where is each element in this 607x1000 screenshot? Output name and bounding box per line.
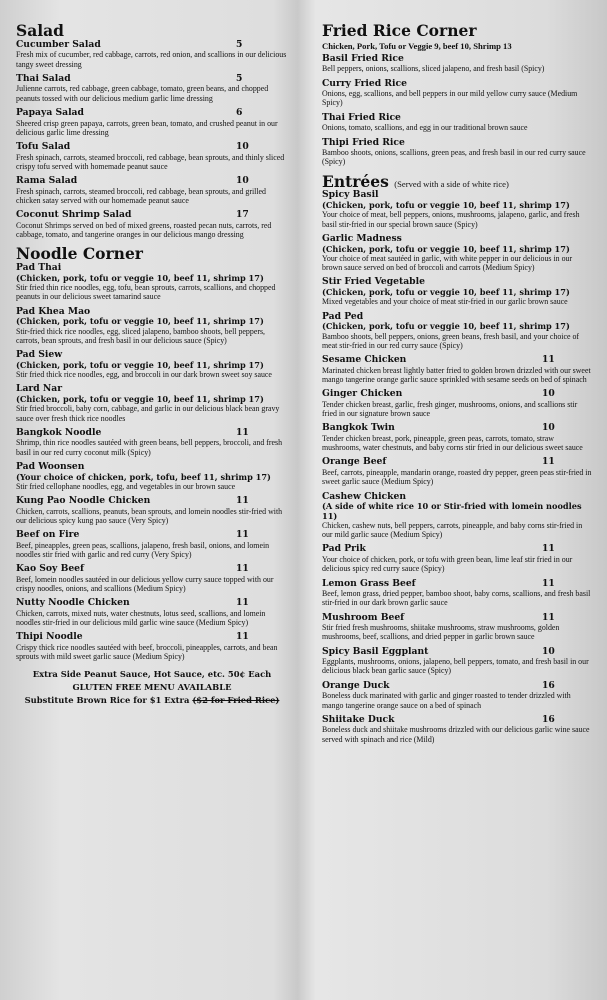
menu-item-options: (Chicken, pork, tofu or veggie 10, beef 11, shrimp 17) (322, 200, 570, 211)
menu-item-name: Thipi Noodle (16, 631, 83, 643)
menu-item-description: Your choice of chicken, pork, or tofu with green bean, lime leaf stir fried in our delicious spicy red curry sauce (Spicy) (322, 555, 573, 574)
menu-item-header (16, 530, 288, 541)
menu-item-price: 10 (236, 175, 249, 187)
menu-item-description: Chicken, cashew nuts, bell peppers, carrots, pineapple, and baby corns stir-fried in our mild garlic sauce (Medium Spicy) (322, 520, 583, 540)
entrees-subtitle: (Served with a side of white rice) (394, 178, 509, 189)
menu-item-name: Coconut Shrimp Salad (16, 209, 132, 221)
menu-item (16, 598, 288, 627)
menu-item-options: (Your choice of chicken, pork, tofu, beef 11, shrimp 17) (16, 471, 271, 482)
menu-item-name: Curry Fried Rice (322, 77, 407, 89)
menu-item-header (322, 355, 594, 366)
left-column (16, 22, 288, 707)
menu-item-price: 10 (542, 422, 555, 434)
menu-item-price: 11 (236, 495, 249, 507)
section-title-entrees (322, 173, 594, 191)
menu-item-price: 17 (236, 209, 249, 221)
menu-item (16, 74, 288, 103)
menu-item-description: Stir fried thick rice noodles, egg, and broccoli in our dark brown sweet soy sauce (16, 370, 272, 380)
right-column (322, 22, 594, 750)
menu-item (16, 210, 288, 239)
menu-item-name: Ginger Chicken (322, 388, 403, 400)
menu-item-name: Cashew Chicken (322, 490, 407, 502)
menu-item-description: Boneless duck marinated with garlic and ginger roasted to tender drizzled with mango tangerine orange sauce on a bed of spinach (322, 691, 571, 710)
noodle-items (16, 263, 288, 661)
menu-item-name: Kung Pao Noodle Chicken (16, 495, 151, 507)
menu-item-name: Thai Salad (16, 72, 71, 84)
menu-item-name: Pad Khea Mao (16, 305, 91, 317)
menu-item-description: Eggplants, mushrooms, onions, jalapeno, bell peppers, tomato, and fresh basil in our delicious black bean garlic sauce (Spicy) (322, 657, 589, 676)
section-title-noodle: Noodle Corner (16, 244, 143, 264)
section-title-salad: Salad (16, 21, 65, 40)
menu-item (16, 564, 288, 593)
menu-item-price: 10 (542, 645, 555, 657)
menu-item-header (16, 496, 288, 507)
menu-item-header (322, 544, 594, 555)
menu-item (322, 54, 594, 74)
menu-item-header (16, 176, 288, 187)
menu-item-name: Pad Woonsen (16, 460, 85, 472)
menu-item-price: 11 (236, 597, 249, 609)
footer-gluten-free: GLUTEN FREE MENU AVAILABLE (72, 681, 232, 692)
menu-item-description: Sheered crisp green papaya, carrots, green bean, tomato, and crushed peanut in our delicious garlic lime dressing (16, 118, 278, 137)
menu-item-header (322, 457, 594, 468)
menu-item-name: Rama Salad (16, 175, 78, 187)
menu-item-description: Marinated chicken breast lightly batter fried to golden brown drizzled with our sweet mango tangerine orange garlic sauce sprinkled with sesame seeds on bed of spinach (322, 365, 591, 385)
menu-item-options: (Chicken, pork, tofu or veggie 10, beef 11, shrimp 17) (322, 243, 570, 254)
menu-item (322, 138, 594, 167)
menu-item-description: Stir fried thin rice noodles, egg, tofu, bean sprouts, carrots, scallions, and chopped peanuts in our delicious sweet tamarind sauce (16, 283, 276, 302)
menu-item (16, 307, 288, 346)
menu-item (16, 384, 288, 423)
menu-item-price: 11 (236, 563, 249, 575)
menu-item-description: Crispy thick rice noodles sautéed with beef, broccoli, pineapples, carrots, and bean sprouts with mild sweet garlic sauce (Medium Spicy) (16, 643, 278, 662)
menu-item-description: Fresh mix of cucumber, red cabbage, carrots, red onion, and scallions in our delicious tangy sweet dressing (16, 50, 287, 69)
menu-item-name: Pad Thai (16, 262, 62, 274)
menu-item-header (16, 632, 288, 643)
menu-item-description: Tender chicken breast, pork, pineapple, green peas, carrots, tomato, straw mushrooms, water chestnuts, and baby corns stir fried in our delicious sweet sauce (322, 433, 583, 453)
menu-item-description: Fresh spinach, carrots, steamed broccoli, red cabbage, bean sprouts, and thinly sliced crispy tofu served with homemade peanut sauce (16, 152, 285, 171)
menu-item-name: Garlic Madness (322, 232, 402, 244)
menu-item-name: Stir Fried Vegetable (322, 276, 425, 288)
menu-item-description: Bamboo shoots, onions, scallions, green peas, and fresh basil in our red curry sauce (Spicy) (322, 148, 586, 167)
menu-item-price (542, 113, 594, 124)
menu-item (322, 647, 594, 676)
menu-item-name: Thipi Fried Rice (322, 136, 405, 148)
menu-item-name: Bangkok Noodle (16, 426, 102, 438)
menu-item-price: 11 (542, 354, 555, 366)
menu-item-header (322, 234, 594, 245)
menu-item (16, 428, 288, 457)
menu-item (16, 350, 288, 379)
fried-rice-pricing: Chicken, Pork, Tofu or Veggie 9, beef 10, Shrimp 13 (322, 40, 512, 51)
menu-item-description: Stir fried broccoli, baby corn, cabbage, and garlic in our delicious black bean gravy sauce over fresh thick rice noodles (16, 404, 280, 423)
menu-item-price (542, 54, 594, 65)
menu-item-name: Orange Duck (322, 679, 390, 691)
menu-item-name: Lard Nar (16, 383, 63, 395)
menu-item-name: Tofu Salad (16, 141, 71, 153)
menu-item-name: Spicy Basil (322, 189, 379, 201)
menu-item-description: Stir fried cellophane noodles, egg, and vegetables in our brown sauce (16, 481, 236, 491)
footer-extra-sauce: Extra Side Peanut Sauce, Hot Sauce, etc. 50¢ Each (32, 668, 272, 679)
menu-item-name: Bangkok Twin (322, 422, 395, 434)
menu-item-price: 11 (542, 456, 555, 468)
menu-item-name: Pad Ped (322, 310, 364, 322)
menu-item (322, 190, 594, 229)
menu-item-name: Mushroom Beef (322, 611, 405, 623)
menu-item-price: 5 (236, 72, 243, 84)
menu-footer (16, 668, 288, 707)
menu-item (322, 579, 594, 608)
menu-item (322, 312, 594, 351)
menu-item (322, 113, 594, 133)
menu-item-header (16, 428, 288, 439)
menu-item-description: Tender chicken breast, garlic, fresh ginger, mushrooms, onions, and scallions stir fried in our signature brown sauce (322, 399, 578, 419)
menu-item-header (16, 74, 288, 85)
menu-item-header (322, 138, 594, 149)
menu-item-name: Sesame Chicken (322, 354, 407, 366)
menu-item-header (322, 681, 594, 692)
menu-item-options: (Chicken, pork, tofu or veggie 10, beef 11, shrimp 17) (322, 287, 570, 298)
menu-item-options: (Chicken, pork, tofu or veggie 10, beef 11, shrimp 17) (16, 393, 264, 404)
menu-item-price: 16 (542, 679, 555, 691)
menu-item (16, 462, 288, 491)
fried-rice-items (322, 54, 594, 167)
noodle-section (16, 245, 288, 661)
menu-item-price: 11 (236, 426, 249, 438)
menu-item-header (322, 647, 594, 658)
menu-item-price (542, 138, 594, 149)
menu-item-options: (Chicken, pork, tofu or veggie 10, beef 11, shrimp 17) (16, 316, 264, 327)
menu-item (16, 176, 288, 205)
menu-item (322, 277, 594, 306)
menu-item (322, 423, 594, 452)
menu-item-header (16, 40, 288, 51)
menu-item-description: Bamboo shoots, bell peppers, onions, green beans, fresh basil, and your choice of meat stir-fried in our red curry sauce (Spicy) (322, 331, 580, 350)
menu-item-header (16, 210, 288, 221)
menu-item-price: 5 (236, 38, 243, 50)
menu-item-header (322, 113, 594, 124)
menu-item-price: 11 (236, 631, 249, 643)
menu-item (16, 632, 288, 661)
menu-item-name: Spicy Basil Eggplant (322, 645, 429, 657)
menu-item-price: 16 (542, 713, 555, 725)
menu-item-name: Basil Fried Rice (322, 52, 404, 64)
menu-item-header (322, 613, 594, 624)
menu-item-description: Chicken, carrots, mixed nuts, water chestnuts, lotus seed, scallions, and lomein noodles stir-fried in our delicious mild garlic wine sauce (Medium Spicy) (16, 608, 266, 628)
menu-item-description: Your choice of meat sautéed in garlic, with white pepper in our delicious in our brown sauce served on bed of broccoli and carrots (Medium Spicy) (322, 253, 573, 273)
menu-item-header (322, 79, 594, 90)
menu-item-description: Your choice of meat, bell peppers, onions, mushrooms, jalapeno, garlic, and fresh basil stir-fried in our special brown sauce (Spicy) (322, 210, 580, 229)
menu-item-name: Pad Prik (322, 543, 366, 555)
menu-item-description: Stir-fried thick rice noodles, egg, sliced jalapeno, bamboo shoots, bell peppers, carrots, bean sprouts, and fresh basil in our delicious sauce (Spicy) (16, 326, 265, 345)
menu-item-header (16, 462, 288, 473)
menu-item (16, 530, 288, 559)
menu-item-price: 6 (236, 106, 243, 118)
menu-item (16, 40, 288, 69)
menu-item-description: Beef, lomein noodles sautéed in our delicious yellow curry sauce topped with our crispy noodles, onions, and scallions (Medium Spicy) (16, 574, 274, 594)
menu-item-description: Onions, tomato, scallions, and egg in our traditional brown sauce (322, 123, 528, 133)
menu-item-name: Kao Soy Beef (16, 563, 84, 575)
menu-item-header (322, 423, 594, 434)
menu-item (322, 389, 594, 418)
menu-item-price: 10 (236, 141, 249, 153)
menu-item-description: Julienne carrots, red cabbage, green cabbage, tomato, green beans, and chopped peanuts tossed with our delicious medium garlic lime dressing (16, 84, 269, 103)
menu-item-description: Shrimp, thin rice noodles sautéed with green beans, bell peppers, broccoli, and fresh basil in our red curry coconut milk (Spicy) (16, 438, 283, 457)
menu-item (16, 496, 288, 525)
menu-item-price: 11 (542, 543, 555, 555)
menu-item-description: Beef, carrots, pineapple, mandarin orange, roasted dry pepper, green peas stir-fried in sweet garlic sauce (Medium Spicy) (322, 468, 592, 487)
menu-item-name: Thai Fried Rice (322, 111, 401, 123)
entrees-section (322, 173, 594, 744)
menu-item-options: (Chicken, pork, tofu or veggie 10, beef 11, shrimp 17) (16, 359, 264, 370)
footer-brown-rice (16, 694, 288, 707)
menu-item (322, 234, 594, 273)
menu-item-header (16, 108, 288, 119)
menu-item-header (322, 54, 594, 65)
menu-item-price (542, 234, 594, 245)
menu-item (322, 79, 594, 108)
menu-item (16, 108, 288, 137)
menu-item-price: 11 (542, 611, 555, 623)
menu-item-header (322, 715, 594, 726)
menu-item-price (542, 79, 594, 90)
menu-item-name: Orange Beef (322, 456, 387, 468)
menu-item-description: Beef, pineapples, green peas, scallions, jalapeno, fresh basil, onions, and lomein noodles stir fried with garlic and red curry (Very Spicy) (16, 540, 270, 560)
menu-item-name: Beef on Fire (16, 529, 80, 541)
menu-item-options: (Chicken, pork, tofu or veggie 10, beef 11, shrimp 17) (322, 321, 570, 332)
menu-item-name: Pad Siew (16, 349, 63, 361)
menu-item-description: Beef, lemon grass, dried pepper, bamboo shoot, baby corns, scallions, and fresh basil stir-fried in our dark brown garlic sauce (322, 589, 591, 608)
entrees-title: Entrées (322, 171, 389, 191)
menu-item-name: Nutty Noodle Chicken (16, 597, 130, 609)
menu-item (322, 492, 594, 540)
menu-item-price: 11 (236, 529, 249, 541)
menu-item (322, 613, 594, 642)
menu-item (16, 142, 288, 171)
menu-item-price: 11 (542, 577, 555, 589)
menu-item-description: Chicken, carrots, scallions, peanuts, bean sprouts, and lomein noodles stir-fried with our delicious spicy kung pao sauce (Very Spicy) (16, 506, 283, 525)
menu-item-options: (Chicken, pork, tofu or veggie 10, beef 11, shrimp 17) (16, 272, 264, 283)
menu-item-price (236, 462, 288, 473)
menu-item (322, 457, 594, 486)
menu-item-header (16, 564, 288, 575)
menu-item (322, 544, 594, 573)
entrees-items (322, 190, 594, 743)
menu-item-name: Lemon Grass Beef (322, 577, 416, 589)
menu-item-description: Boneless duck and shiitake mushrooms drizzled with our delicious garlic wine sauce served with spinach and rice (Mild) (322, 725, 590, 744)
menu-item-header (16, 598, 288, 609)
footer-brown-rice-text: Substitute Brown Rice for $1 Extra (24, 694, 190, 705)
salad-section (16, 22, 288, 239)
menu-item-name: Shiitake Duck (322, 713, 395, 725)
menu-item (322, 681, 594, 710)
menu-item-header (322, 579, 594, 590)
menu-item-description: Mixed vegetables and your choice of meat stir-fried in our garlic brown sauce (322, 297, 568, 307)
fried-rice-section (322, 22, 594, 167)
menu-item-header (322, 389, 594, 400)
salad-items (16, 40, 288, 239)
menu-item-options: (A side of white rice 10 or Stir-fried with lomein noodles 11) (322, 501, 582, 521)
menu-item-description: Fresh spinach, carrots, steamed broccoli, red cabbage, bean sprouts, and grilled chicken satay served with our homemade peanut sauce (16, 186, 267, 205)
menu-item-description: Stir fried fresh mushrooms, shiitake mushrooms, straw mushrooms, golden mushrooms, beef, scallions, and dried pepper in garlic brown sauce (322, 623, 560, 642)
menu-item-name: Cucumber Salad (16, 38, 101, 50)
footer-fried-rice-strike: ($2 for Fried Rice) (192, 694, 280, 705)
menu-item-header (16, 142, 288, 153)
menu-item (16, 263, 288, 302)
menu-item (322, 355, 594, 384)
menu-item-name: Papaya Salad (16, 106, 84, 118)
menu-item-description: Bell peppers, onions, scallions, sliced jalapeno, and fresh basil (Spicy) (322, 64, 545, 74)
menu-item (322, 715, 594, 744)
menu-item-description: Onions, egg, scallions, and bell peppers in our mild yellow curry sauce (Medium Spicy) (322, 89, 578, 108)
menu-item-description: Coconut Shrimps served on bed of mixed greens, roasted pecan nuts, carrots, red cabbage, tomato, and tangerine oranges in our delicious mango dressing (16, 220, 272, 240)
menu-item-price: 10 (542, 388, 555, 400)
section-title-fried-rice: Fried Rice Corner (322, 21, 477, 40)
